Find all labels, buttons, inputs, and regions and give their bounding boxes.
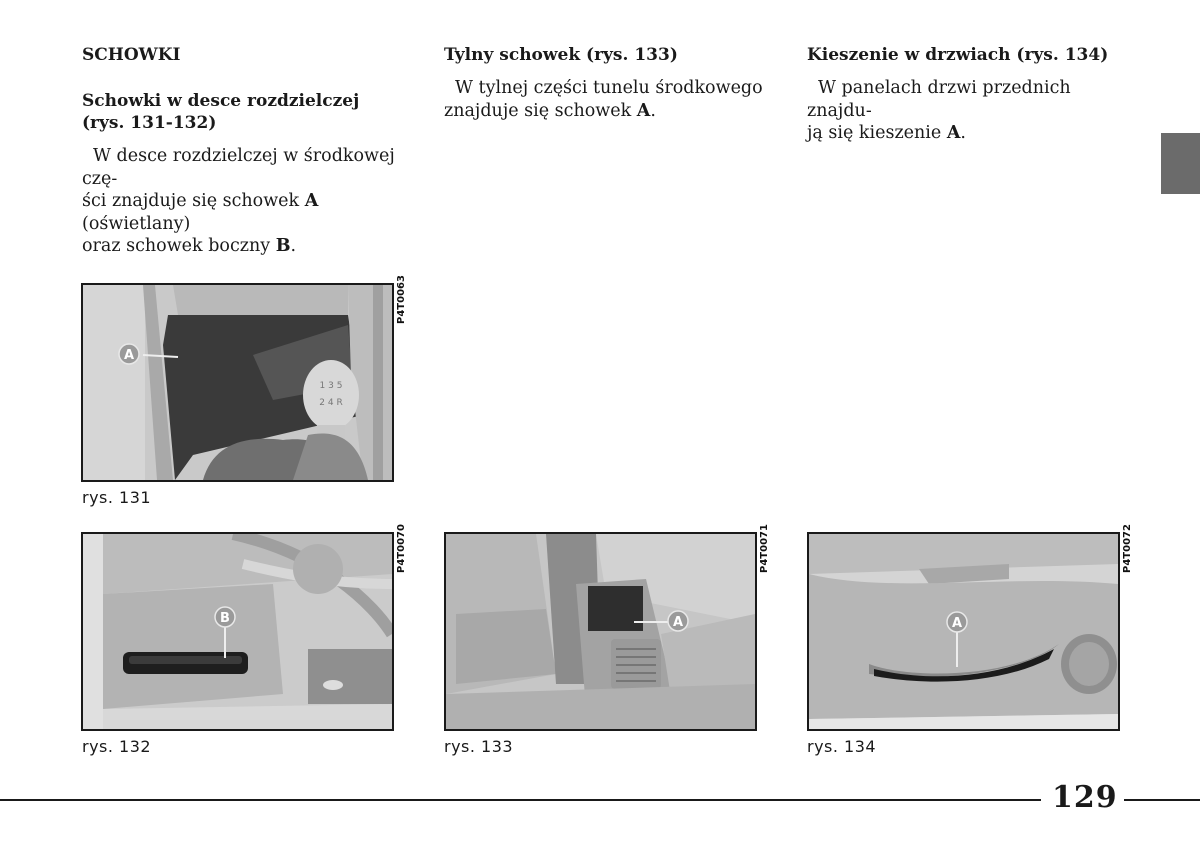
figure-132-code: P4T0070 [396, 524, 407, 573]
col1-text-line3: oraz schowek boczny B. [82, 236, 297, 256]
col1-heading [82, 90, 359, 134]
footer-rule-right [1124, 799, 1200, 801]
section-tab-marker [1161, 133, 1200, 194]
figure-134-illustration [809, 534, 1118, 729]
figure-133-illustration [446, 534, 755, 729]
figure-134-caption: rys. 134 [807, 737, 877, 756]
figure-133-code: P4T0071 [759, 524, 770, 573]
figure-132-image [81, 532, 394, 731]
col1-heading-line1: Schowki w desce rozdzielczej [82, 91, 360, 111]
figure-134-image [807, 532, 1120, 731]
figure-134-code: P4T0072 [1122, 524, 1133, 573]
col3-paragraph [807, 77, 1137, 145]
figure-133-caption: rys. 133 [444, 737, 514, 756]
col2-heading: Tylny schowek (rys. 133) [444, 45, 678, 65]
figure-131-gear-bottom: 2 4 R [319, 398, 343, 408]
col1-paragraph [82, 145, 402, 258]
col1-text-line1: W desce rozdzielczej w środkowej czę- [82, 146, 395, 189]
figure-131-gear-top: 1 3 5 [319, 381, 343, 391]
col1-heading-line2: (rys. 131-132) [82, 113, 217, 133]
figure-132-illustration [83, 534, 392, 729]
section-title: SCHOWKI [82, 45, 181, 65]
col3-text-line2: ją się kieszenie A. [807, 123, 966, 143]
col2-text-line2: znajduje się schowek A. [444, 100, 656, 121]
figure-131-illustration [83, 285, 392, 480]
col1-text-line2: ści znajduje się schowek A (oświetlany) [82, 191, 319, 234]
figure-131-caption: rys. 131 [82, 488, 152, 507]
figure-131-code: P4T0063 [396, 275, 407, 324]
figure-131-callout: A [123, 348, 135, 363]
col2-text-line1: W tylnej części tunelu środkowego [455, 78, 763, 98]
figure-133-image [444, 532, 757, 731]
footer-rule-left [0, 799, 1041, 801]
col3-text-line1: W panelach drzwi przednich znajdu- [807, 78, 1071, 121]
figure-134-callout: A [951, 616, 963, 631]
figure-132-caption: rys. 132 [82, 737, 152, 756]
col2-paragraph [444, 77, 774, 122]
col3-heading: Kieszenie w drzwiach (rys. 134) [807, 45, 1109, 65]
figure-132-callout: B [220, 611, 230, 626]
figure-133-callout: A [672, 615, 684, 630]
page-number: 129 [1052, 780, 1118, 815]
figure-131-image [81, 283, 394, 482]
